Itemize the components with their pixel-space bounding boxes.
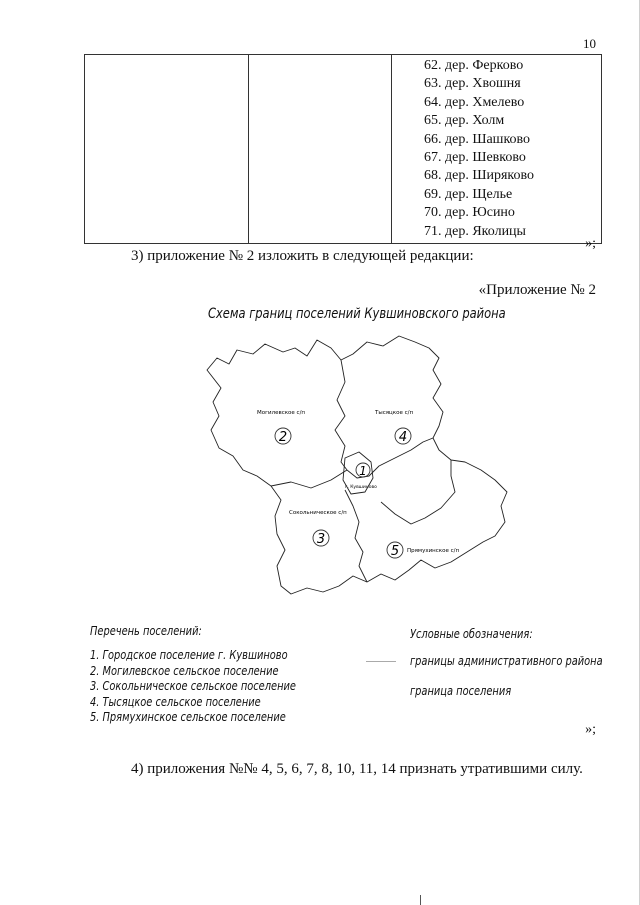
settlement-border — [335, 360, 347, 470]
settlement-border — [345, 490, 367, 582]
list-item: 3. Сокольническое сельское поселение — [90, 679, 296, 693]
list-item: 65. дер. Холм — [424, 113, 505, 129]
settlement-number-3: 3 — [316, 532, 326, 547]
list-item: 5. Прямухинское сельское поселение — [90, 710, 286, 724]
list-item: 67. дер. Шевково — [424, 149, 526, 165]
legend-admin-border: границы административного района — [410, 654, 603, 668]
settlement-number-2: 2 — [278, 430, 288, 445]
list-item: 68. дер. Ширяково — [424, 168, 534, 184]
closing-quote: »; — [585, 722, 596, 737]
page-number: 10 — [583, 36, 596, 51]
list-item: 1. Городское поселение г. Кувшиново — [90, 648, 288, 662]
closing-quote: »; — [585, 236, 596, 251]
label-tysyatskoe: Тысяцкое с/п — [375, 410, 414, 416]
settlement-border — [381, 460, 455, 524]
villages-cell — [392, 55, 602, 244]
paragraph-3: 3) приложение № 2 изложить в следующей редакции: — [131, 248, 474, 264]
list-item: 4. Тысяцкое сельское поселение — [90, 694, 261, 709]
appendix-label: «Приложение № 2 — [478, 282, 596, 298]
empty-cell-1 — [85, 55, 249, 244]
paragraph-4: 4) приложения №№ 4, 5, 6, 7, 8, 10, 11, 14 признать утратившими силу. — [131, 761, 583, 777]
settlement-border — [271, 470, 347, 488]
settlement-number-4: 4 — [398, 430, 408, 445]
list-item: 71. дер. Яколицы — [424, 223, 526, 239]
list-item: 69. дер. Щелье — [424, 186, 513, 202]
map-title: Схема границ поселений Кувшиновского района — [208, 306, 506, 322]
legend-title: Условные обозначения: — [410, 627, 533, 641]
district-border — [207, 336, 507, 594]
list-item: 62. дер. Ферково — [424, 58, 524, 73]
settlements-list-title: Перечень поселений: — [90, 624, 202, 638]
label-sokolnicheskoe: Сокольническое с/п — [289, 510, 347, 516]
label-kuvshinovo: г. Кувшиново — [345, 485, 377, 490]
settlements-list — [90, 648, 296, 726]
list-item: 70. дер. Юсино — [424, 205, 515, 221]
list-item: 63. дер. Хвошня — [424, 76, 521, 92]
label-mogilevskoe: Могилевское с/п — [257, 410, 306, 416]
settlement-number-1: 1 — [359, 464, 367, 478]
settlement-number-5: 5 — [390, 544, 400, 559]
legend-settlement-border: граница поселения — [410, 684, 512, 698]
list-item: 66. дер. Шашково — [424, 131, 531, 147]
district-map — [195, 330, 525, 605]
page-bottom-tick — [420, 895, 421, 905]
list-item: 2. Могилевское сельское поселение — [90, 663, 279, 678]
empty-cell-2 — [249, 55, 392, 244]
label-pryamukhinskoe: Прямухинское с/п — [407, 548, 460, 554]
villages-table — [84, 54, 602, 244]
list-item: 64. дер. Хмелево — [424, 94, 525, 110]
legend-line-sample — [366, 661, 396, 662]
table-row — [85, 55, 602, 244]
